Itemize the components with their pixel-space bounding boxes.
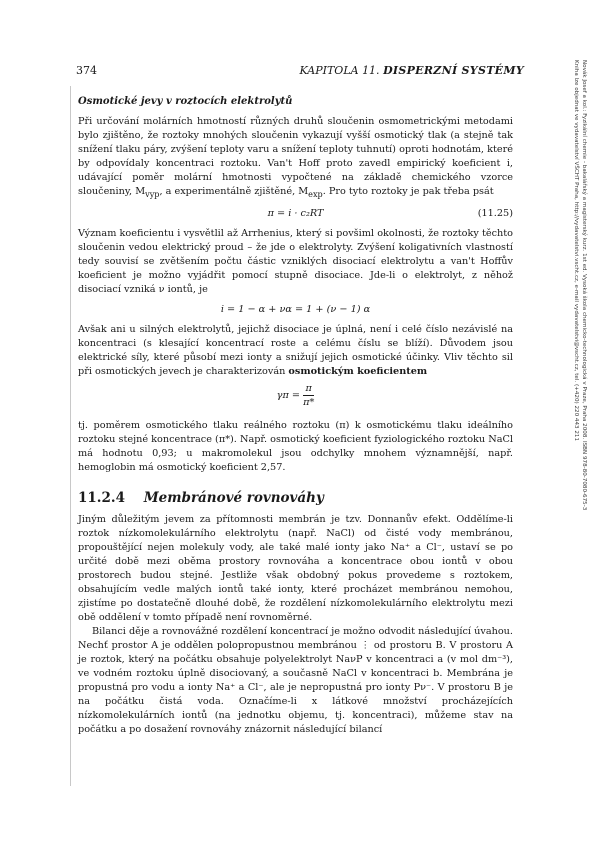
running-head: [76, 64, 524, 80]
page-number: 374: [76, 64, 97, 77]
paragraph-donnan: Jiným důležitým jevem za přítomnosti membrán je tzv. Donnanův efekt. Oddělíme-li roztok nízkomolekulárního elektrolytu (např. NaCl) od čisté vody membránou, propouštějící nejen molekuly vody, ale také malé ionty jako Na⁺ a Cl⁻, ustaví se po určité době mezi oběma prostory rovnováha a koncentrace obou iontů v obou prostorech budou stejné. Jestliže však obdobný pokus provedeme s roztokem, obsahujícím vedle malých iontů také ionty, které procházet membránou nemohou, zjistíme po dostatečně dlouhé době, že rozdělení nízkomolekulárního elektrolytu mezi obě oddělení v tomto případě není rovnoměrné.: [78, 513, 513, 623]
equation-11-25: [78, 206, 513, 222]
paragraph-osmotic-coefficient: Avšak ani u silných elektrolytů, jejichž disociace je úplná, není i celé číslo nezávislé na koncentraci (s klesající koncentrací roste a celému číslu se blíží). Důvodem jsou elektrické síly, které působí mezi ionty a snižují jejich osmotické účinky. Vliv těchto sil při osmotických jevech je charakterizován osmotickým koeficientem: [78, 323, 513, 377]
side-note: [548, 60, 588, 660]
section-heading: [78, 491, 513, 505]
margin-bar: [70, 86, 71, 786]
paragraph-vanthoff: Při určování molárních hmotností různých druhů sloučenin osmometrickými metodami bylo zjištěno, že roztoky mnohých sloučenin vykazují vyšší osmotický tlak (a stejně tak snížení tlaku páry, zvýšení teploty varu a snížení teploty tuhnutí) oproti hodnotám, které by odpovídaly koncentraci roztoku. Van't Hoff proto zavedl empirický koeficient i, udávající poměr molární hmotnosti vypočtené na základě chemického vzorce sloučeniny, $M_{vyp}$, a experimentálně zjištěné, $M_{exp}$. Pro tyto roztoky je pak třeba psát: [78, 116, 513, 199]
fraction-numerator: π: [303, 382, 314, 396]
equation-dissociation: [78, 302, 513, 318]
keyword-osmotic-coefficient: osmotickým koeficientem: [288, 365, 428, 377]
paragraph-arrhenius: Význam koeficientu i vysvětlil až Arrhenius, který si povšiml okolnosti, že roztoky těchto sloučenin vedou elektrický proud – že jde o elektrolyty. Zvýšení koligativních vlastností tedy souvisí se zvětšením počtu částic vzniklých disociací elektrolytu a van't Hoffův koeficient je možno vyjádřit pomocí stupně disociace. Jde-li o elektrolyt, z něhož disociací vzniká ν iontů, je: [78, 227, 513, 295]
equation-osmotic-coefficient: [78, 382, 513, 416]
subsection-heading: Osmotické jevy v roztocích elektrolytů: [78, 96, 293, 107]
side-note-line-1: Novák Josef a kol.: Fyzikální chemie - bakalářský a magisterský kurz. 1st ed. Vysoká škola chemicko-technologická v Praze, Praha 2008. ISBN 978-80-7080-675-3: [581, 60, 587, 511]
equation-dissociation-body: i = 1 − α + να = 1 + (ν − 1) α: [220, 303, 371, 315]
equation-fraction: [303, 382, 314, 409]
equation-lhs: γπ =: [276, 389, 301, 401]
fraction-denominator: π*: [303, 396, 315, 408]
section-title: Membránové rovnováhy: [143, 489, 324, 506]
main-text: [78, 95, 513, 737]
chapter-title: DISPERZNÍ SYSTÉMY: [383, 64, 524, 77]
equation-11-25-body: π = i · c₂RT: [267, 207, 324, 219]
section-number: 11.2.4: [78, 489, 125, 506]
side-note-line-2: Kniha lze objednat ve vydavatelství VŠCHT Praha, http://vydavatelstvi.vscht.cz, e-mail vydavatelstvi@vscht.cz, tel. (+420) 220 443 211: [573, 60, 579, 442]
chapter-label: [300, 64, 525, 77]
paragraph-hemoglobin: tj. poměrem osmotického tlaku reálného roztoku (π) k osmotickému tlaku ideálního roztoku stejné koncentrace (π*). Např. osmotický koeficient fyziologického roztoku NaCl má hodnotu 0,93; u makromolekul jsou odchylky mnohem významnější, např. hemoglobin má osmotický koeficient 2,57.: [78, 419, 513, 473]
chapter-prefix: KAPITOLA 11.: [299, 64, 380, 77]
equation-number: (11.25): [477, 207, 513, 219]
paragraph-balance: Bilanci děje a rovnovážné rozdělení koncentrací je možno odvodit následující úvahou. Nechť prostor A je oddělen polopropustnou membránou ⋮ od prostoru B. V prostoru A je roztok, který na počátku obsahuje polyelektrolyt NaνP v koncentraci a (v mol dm⁻³), ve vodném roztoku úplně disociovaný, a současně NaCl v koncentraci b. Membrána je propustná pro vodu a ionty Na⁺ a Cl⁻, ale je nepropustná pro ionty Pν⁻. V prostoru B je na počátku čistá voda. Označíme-li x látkové množství procházejících nízkomolekulárních iontů (na jednotku objemu, tj. koncentraci), můžeme stav na počátku a po dosažení rovnováhy znázornit následující bilancí: [78, 625, 513, 735]
